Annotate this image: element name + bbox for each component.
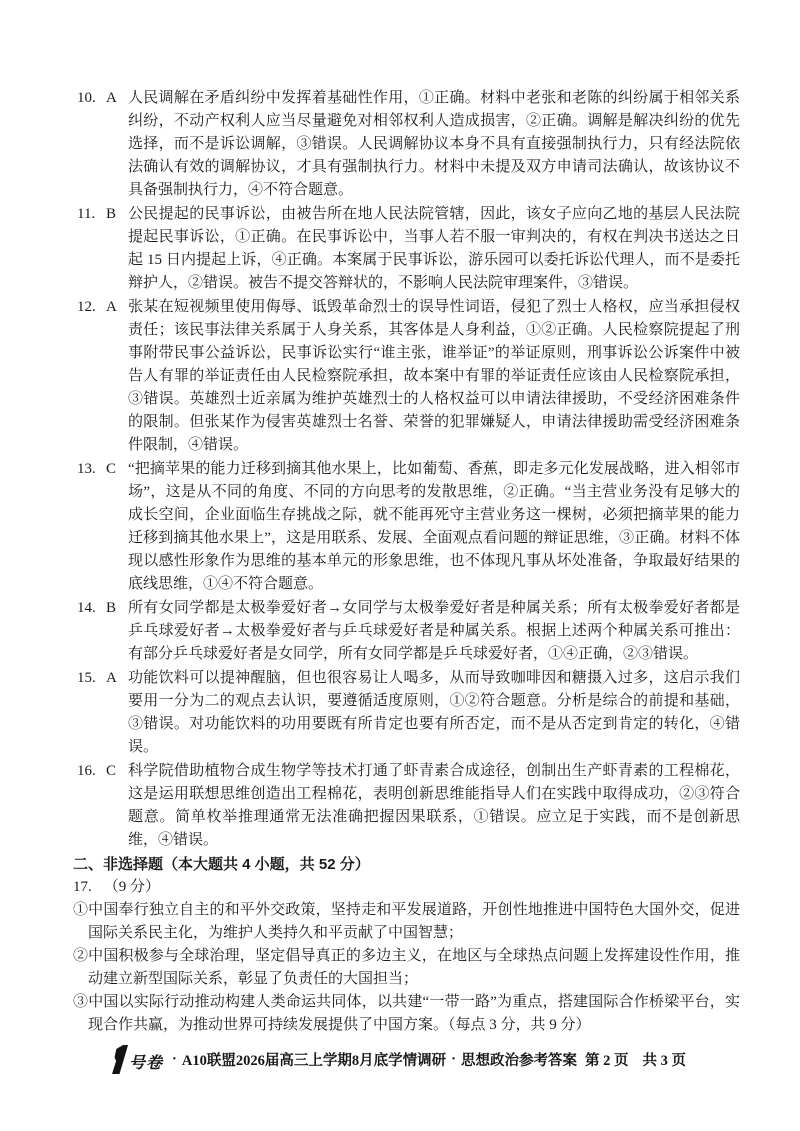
question-item-11	[77, 203, 740, 295]
question-17-number: 17.	[73, 879, 92, 895]
exam-title: A10联盟2026届高三上学期8月底学情调研	[181, 1053, 447, 1069]
page-total: 共 3 页	[642, 1053, 686, 1069]
answer-letter: A	[106, 90, 117, 106]
separator-dot: ·	[172, 1051, 177, 1067]
page-footer	[0, 1045, 800, 1074]
question-17-block	[0, 876, 800, 1037]
logo-brush-numeral	[111, 1045, 128, 1074]
answer-explanation: 科学院借助植物合成生物学等技术打通了虾青素合成途径，创制出生产虾青素的工程棉花，这是运用联想思维创造出工程棉花，表明创新思维能指导人们在实践中取得成功，②③符合题意。简单枚举推理通常无法准确把握因果联系，①错误。应立足于实践，而不是创新思维，④错误。	[128, 763, 740, 848]
mcq-answers-section	[0, 87, 800, 852]
question-number: 16.	[77, 763, 96, 779]
section2-heading: 二、非选择题（本大题共 4 小题，共 52 分）	[73, 856, 370, 873]
answer-point-3: ③中国以实际行动推动构建人类命运共同体，以共建“一带一路”为重点，搭建国际合作桥梁平台，实现合作共赢，为推动世界可持续发展提供了中国方案。（每点 3 分，共 9 分）	[73, 994, 740, 1033]
page-number: 第 2 页	[584, 1053, 629, 1069]
question-item-16	[77, 760, 740, 852]
question-item-13	[77, 458, 740, 596]
answer-letter: B	[106, 600, 117, 616]
subject-title: 思想政治参考答案	[460, 1053, 577, 1069]
question-item-14	[77, 597, 740, 666]
exam-brand-logo	[114, 1045, 163, 1074]
question-number: 14.	[77, 600, 96, 616]
question-17-score: （9 分）	[103, 879, 161, 895]
question-number: 15.	[77, 670, 96, 686]
answer-explanation: 人民调解在矛盾纠纷中发挥着基础性作用，①正确。材料中老张和老陈的纠纷属于相邻关系纠纷，不动产权利人应当尽量避免对相邻权利人造成损害，②正确。调解是解决纠纷的优先选择，而不是诉讼调解，③错误。人民调解协议本身不具有直接强制执行力，只有经法院依法确认有效的调解协议，才具有强制执行力。材料中未提及双方申请司法确认，故该协议不具备强制执行力，④不符合题意。	[128, 90, 740, 198]
question-number: 13.	[77, 461, 96, 477]
question-number: 10.	[77, 90, 96, 106]
answer-letter: B	[106, 206, 117, 222]
answer-explanation: 功能饮料可以提神醒脑，但也很容易让人喝多，从而导致咖啡因和糖摄入过多，这启示我们要用一分为二的观点去认识，要遵循适度原则，①②符合题意。分析是综合的前提和基础，③错误。对功能饮料的功用要既有所肯定也要有所否定，而不是从否定到肯定的转化，④错误。	[128, 670, 740, 755]
question-item-12	[77, 296, 740, 457]
question-item-15	[77, 667, 740, 759]
answer-point-2: ②中国积极参与全球治理，坚定倡导真正的多边主义，在地区与全球热点问题上发挥建设性作用，推动建立新型国际关系，彰显了负责任的大国担当；	[73, 948, 740, 987]
answer-letter: A	[106, 299, 117, 315]
answer-explanation: 张某在短视频里使用侮辱、诋毁革命烈士的误导性词语，侵犯了烈士人格权，应当承担侵权责任；该民事法律关系属于人身关系，其客体是人身利益，①②正确。人民检察院提起了刑事附带民事公益诉讼，民事诉讼实行“谁主张，谁举证”的举证原则，刑事诉讼公诉案件中被告人有罪的举证责任由人民检察院承担，故本案中有罪的举证责任应该由人民检察院承担，③错误。英雄烈士近亲属为维护英雄烈士的人格权益可以申请法律援助，不受经济困难条件的限制。但张某作为侵害英雄烈士名誉、荣誉的犯罪嫌疑人，申请法律援助需受经济困难条件限制，④错误。	[128, 299, 740, 453]
question-item-10	[77, 87, 740, 202]
question-number: 11.	[77, 206, 96, 222]
separator-dot: ·	[451, 1051, 456, 1067]
question-number: 12.	[77, 299, 96, 315]
answer-explanation: 公民提起的民事诉讼，由被告所在地人民法院管辖，因此，该女子应向乙地的基层人民法院提起民事诉讼，①正确。在民事诉讼中，当事人若不服一审判决的，有权在判决书送达之日起 15 日内提起上诉，④正确。本案属于民事诉讼，游乐园可以委托诉讼代理人，而不是委托辩护人，②错误。被告不提交答辩状的，不影响人民法院审理案件，③错误。	[128, 206, 740, 291]
answer-point-1: ①中国奉行独立自主的和平外交政策，坚持走和平发展道路，开创性地推进中国特色大国外交，促进国际关系民主化，为维护人类持久和平贡献了中国智慧；	[73, 902, 740, 941]
answer-explanation: 所有女同学都是太极拳爱好者→女同学与太极拳爱好者是种属关系；所有太极拳爱好者都是乒乓球爱好者→太极拳爱好者与乒乓球爱好者是种属关系。根据上述两个种属关系可推出：有部分乒乓球爱好者是女同学，所有女同学都是乒乓球爱好者，①④正确，②③错误。	[128, 600, 740, 662]
answer-explanation: “把摘苹果的能力迁移到摘其他水果上，比如葡萄、香蕉，即走多元化发展战略，进入相邻市场”，这是从不同的角度、不同的方向思考的发散思维，②正确。“当主营业务没有足够大的成长空间，企业面临生存挑战之际，就不能再死守主营业务这一棵树，必须把摘苹果的能力迁移到摘其他水果上”，这是用联系、发展、全面观点看问题的辩证思维，③正确。材料不体现以感性形象作为思维的基本单元的形象思维，也不体现凡事从坏处准备，争取最好结果的底线思维，①④不符合题意。	[128, 461, 740, 592]
answer-letter: C	[106, 461, 117, 477]
question-17-header	[73, 876, 740, 899]
answer-letter: C	[106, 763, 117, 779]
logo-suffix-text: 号卷	[129, 1055, 164, 1072]
answer-letter: A	[106, 670, 117, 686]
